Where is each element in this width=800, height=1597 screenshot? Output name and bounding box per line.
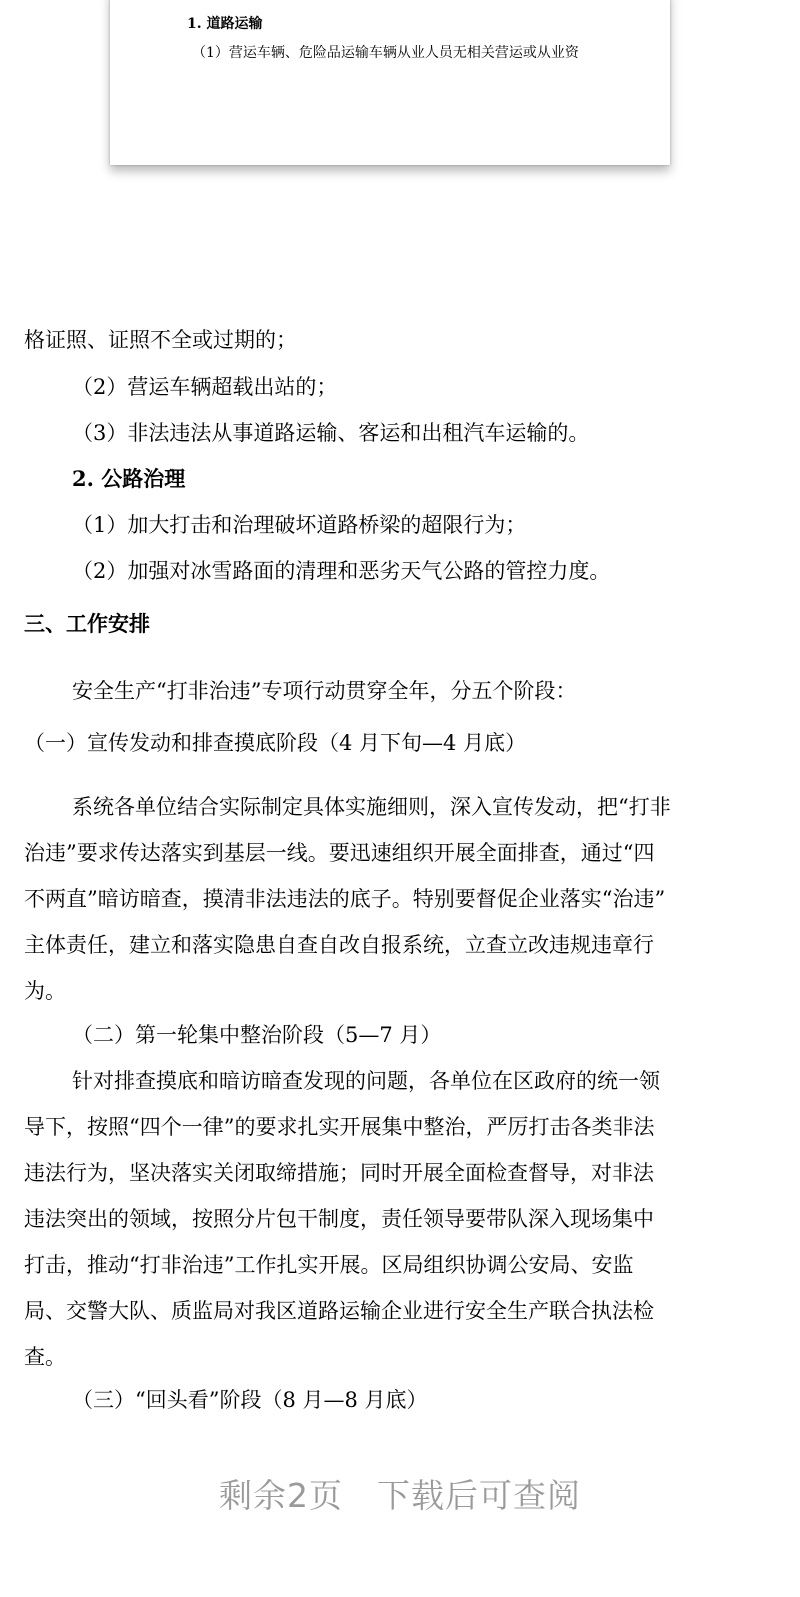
stage-heading: （三）“回头看”阶段（8 月—8 月底）	[72, 1388, 428, 1412]
download-to-view-text: 下载后可查阅	[377, 1476, 581, 1515]
paragraph-line: 局、交警大队、质监局对我区道路运输企业进行安全生产联合执法检	[24, 1299, 654, 1323]
paragraph-line: 针对排查摸底和暗访暗查发现的问题，各单位在区政府的统一领	[72, 1069, 660, 1093]
paragraph-line: 为。	[24, 979, 66, 1003]
paragraph-line: 安全生产“打非治违”专项行动贯穿全年，分五个阶段：	[72, 679, 577, 703]
list-item: （3）非法违法从事道路运输、客运和出租汽车运输的。	[72, 421, 590, 445]
section-heading: 三、工作安排	[24, 611, 150, 636]
stage-heading: （一）宣传发动和排查摸底阶段（4 月下旬—4 月底）	[24, 731, 527, 755]
paragraph-line: 导下，按照“四个一律”的要求扎实开展集中整治，严厉打击各类非法	[24, 1115, 655, 1139]
list-item: （1）加大打击和治理破坏道路桥梁的超限行为；	[72, 513, 527, 537]
download-prompt[interactable]	[0, 1470, 800, 1517]
paragraph-line: 系统各单位结合实际制定具体实施细则，深入宣传发动，把“打非	[72, 795, 671, 819]
paragraph-line: 治违”要求传达落实到基层一线。要迅速组织开展全面排查，通过“四	[24, 841, 655, 865]
preview-page-card	[110, 0, 670, 165]
paragraph-line: 违法突出的领域，按照分片包干制度，责任领导要带队深入现场集中	[24, 1207, 654, 1231]
text-line: 格证照、证照不全或过期的；	[24, 328, 297, 352]
list-item: （2）加强对冰雪路面的清理和恶劣天气公路的管控力度。	[72, 559, 611, 583]
paragraph-line: 查。	[24, 1345, 66, 1369]
card-line: （1）营运车辆、危险品运输车辆从业人员无相关营运或从业资	[192, 45, 579, 61]
remaining-pages-text: 剩余2页	[219, 1476, 343, 1515]
paragraph-line: 不两直”暗访暗查，摸清非法违法的底子。特别要督促企业落实“治违”	[24, 887, 666, 911]
paragraph-line: 打击，推动“打非治违”工作扎实开展。区局组织协调公安局、安监	[24, 1253, 634, 1277]
list-item: （2）营运车辆超载出站的；	[72, 375, 338, 399]
subsection-heading: 2. 公路治理	[72, 466, 186, 491]
paragraph-line: 违法行为，坚决落实关闭取缔措施；同时开展全面检查督导，对非法	[24, 1161, 654, 1185]
stage-heading: （二）第一轮集中整治阶段（5—7 月）	[72, 1023, 442, 1047]
paragraph-line: 主体责任，建立和落实隐患自查自改自报系统，立查立改违规违章行	[24, 933, 654, 957]
card-heading: 1. 道路运输	[187, 16, 263, 32]
